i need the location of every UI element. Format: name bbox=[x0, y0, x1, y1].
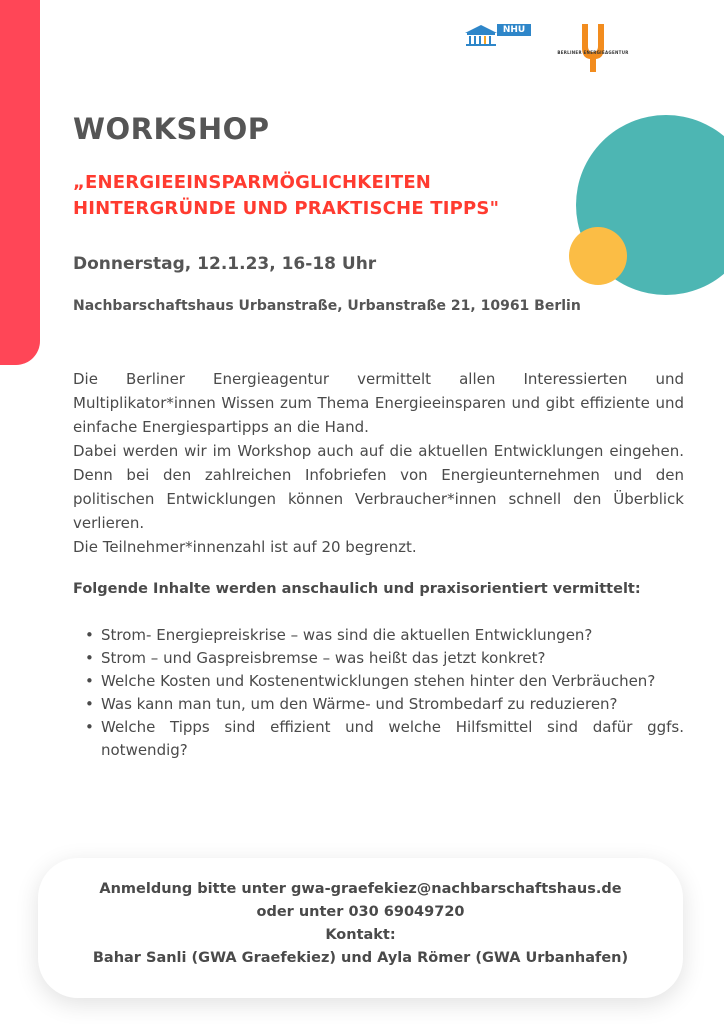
contact-heading: Kontakt: bbox=[325, 927, 396, 943]
berliner-energieagentur-logo bbox=[556, 18, 630, 80]
list-item: • Was kann man tun, um den Wärme- und Strombedarf zu reduzieren? bbox=[73, 693, 684, 716]
subtitle-line-2: HINTERGRÜNDE UND PRAKTISCHE TIPPS" bbox=[73, 198, 500, 219]
nhu-logo bbox=[463, 22, 531, 48]
subtitle-line-1: „ENERGIEEINSPARMÖGLICHKEITEN bbox=[73, 172, 432, 193]
contact-info bbox=[38, 878, 683, 970]
workshop-subtitle bbox=[73, 170, 499, 222]
event-venue: Nachbarschaftshaus Urbanstraße, Urbanstraße 21, 10961 Berlin bbox=[73, 298, 581, 314]
nhu-logo-label: NHU bbox=[497, 24, 531, 36]
energy-agency-icon bbox=[580, 22, 606, 74]
list-item: • Strom- Energiepreiskrise – was sind die aktuellen Entwicklungen? bbox=[73, 624, 684, 647]
contents-list bbox=[73, 624, 684, 762]
list-item: • Strom – und Gaspreisbremse – was heißt das jetzt konkret? bbox=[73, 647, 684, 670]
registration-phone: oder unter 030 69049720 bbox=[256, 904, 465, 920]
page-title: WORKSHOP bbox=[73, 112, 270, 146]
description bbox=[73, 367, 684, 559]
contents-heading: Folgende Inhalte werden anschaulich und praxisorientiert vermittelt: bbox=[73, 581, 641, 597]
decorative-orange-circle bbox=[569, 227, 627, 285]
list-item: • Welche Kosten und Kostenentwicklungen stehen hinter den Verbräuchen? bbox=[73, 670, 684, 693]
decorative-red-bar bbox=[0, 0, 40, 365]
energy-agency-caption: BERLINER ENERGIEAGENTUR bbox=[557, 50, 629, 55]
description-paragraph-1: Die Berliner Energieagentur vermittelt allen Interessierten und Multiplikator*innen Wissen zum Thema Energieeinsparen und gibt effiziente und einfache Energiespartipps an die Hand. bbox=[73, 370, 684, 436]
list-item: • Welche Tipps sind effizient und welche Hilfsmittel sind dafür ggfs. notwendig? bbox=[73, 716, 684, 762]
contact-persons: Bahar Sanli (GWA Graefekiez) und Ayla Römer (GWA Urbanhafen) bbox=[92, 950, 629, 966]
event-date: Donnerstag, 12.1.23, 16-18 Uhr bbox=[73, 254, 377, 274]
description-paragraph-2: Dabei werden wir im Workshop auch auf die aktuellen Entwicklungen eingehen. Denn bei den zahlreichen Infobriefen von Energieunternehmen und den politischen Entwicklungen können Verbraucher*innen schnell den Überblick verlieren. bbox=[73, 442, 684, 532]
registration-email: Anmeldung bitte unter gwa-graefekiez@nachbarschaftshaus.de bbox=[99, 881, 622, 897]
description-paragraph-3: Die Teilnehmer*innenzahl ist auf 20 begrenzt. bbox=[73, 538, 417, 556]
house-icon bbox=[463, 24, 499, 46]
